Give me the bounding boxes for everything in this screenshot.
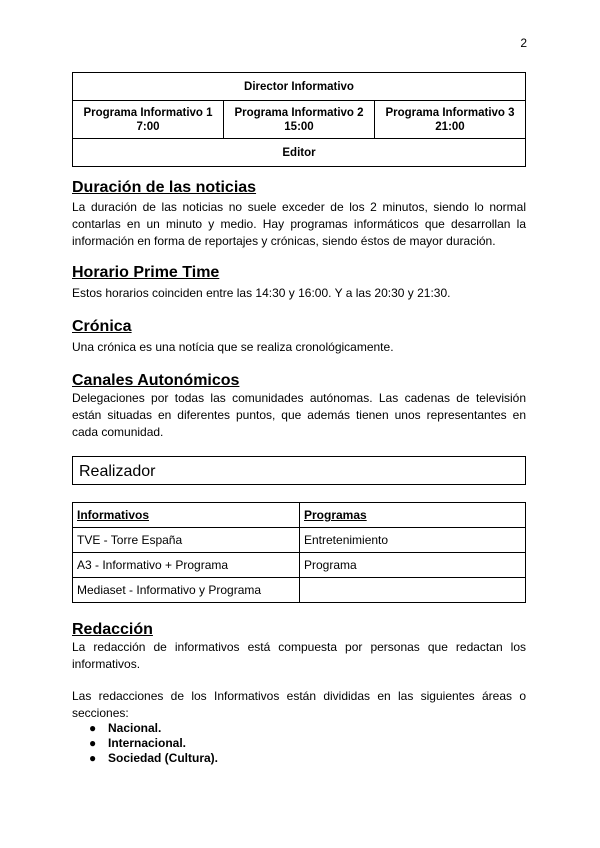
programs-table <box>72 502 526 603</box>
director-org-table <box>72 72 526 167</box>
heading-horario: Horario Prime Time <box>72 264 220 281</box>
paragraph-horario: Estos horarios coinciden entre las 14:30 y 16:00. Y a las 20:30 y 21:30. <box>72 286 451 300</box>
program-cell-1 <box>73 101 224 139</box>
paragraph-redaccion-1: La redacción de informativos está compuesta por personas que redactan los informativos. <box>72 640 526 671</box>
program-cell-3 <box>375 101 526 139</box>
column-header-informativos: Informativos <box>73 503 300 528</box>
table-cell: Entretenimiento <box>300 528 526 553</box>
list-item: ● Internacional. <box>89 736 187 750</box>
program-name: Programa Informativo 1 <box>83 106 213 119</box>
realizador-box: Realizador <box>72 456 526 485</box>
column-header-programas: Programas <box>300 503 526 528</box>
heading-cronica: Crónica <box>72 318 132 335</box>
program-time: 21:00 <box>435 120 465 133</box>
heading-redaccion: Redacción <box>72 621 153 638</box>
table-cell: Mediaset - Informativo y Programa <box>73 578 300 603</box>
director-header: Director Informativo <box>73 73 526 101</box>
table-cell <box>300 578 526 603</box>
list-item: ● Sociedad (Cultura). <box>89 751 219 765</box>
program-time: 7:00 <box>136 120 160 133</box>
program-name: Programa Informativo 2 <box>234 106 364 119</box>
bullet-icon: ● <box>89 721 97 735</box>
list-item: ● Nacional. <box>89 721 162 735</box>
paragraph-redaccion-2: Las redacciones de los Informativos están divididas en las siguientes áreas o secciones: <box>72 689 526 720</box>
paragraph-duracion: La duración de las noticias no suele exceder de los 2 minutos, siendo lo normal contarlas en un minuto y medio. Hay programas informáticos que desarrollan la información en forma de reportajes y crónicas, siendo éstos de mayor duración. <box>72 200 526 248</box>
paragraph-cronica: Una crónica es una notícia que se realiza cronológicamente. <box>72 340 394 354</box>
paragraph-canales: Delegaciones por todas las comunidades autónomas. Las cadenas de televisión están situadas en diferentes puntos, que además tienen unos representantes en cada comunidad. <box>72 391 526 439</box>
heading-canales: Canales Autonómicos <box>72 372 240 389</box>
table-cell: Programa <box>300 553 526 578</box>
program-time: 15:00 <box>284 120 314 133</box>
bullet-icon: ● <box>89 736 97 750</box>
heading-duracion: Duración de las noticias <box>72 179 257 196</box>
sections-list <box>72 721 218 766</box>
table-row <box>73 553 526 578</box>
table-cell: A3 - Informativo + Programa <box>73 553 300 578</box>
table-cell: TVE - Torre España <box>73 528 300 553</box>
program-name: Programa Informativo 3 <box>385 106 515 119</box>
program-cell-2 <box>224 101 375 139</box>
table-row <box>73 578 526 603</box>
page-number: 2 <box>520 36 527 50</box>
editor-footer: Editor <box>73 139 526 167</box>
bullet-icon: ● <box>89 751 97 765</box>
table-row <box>73 528 526 553</box>
